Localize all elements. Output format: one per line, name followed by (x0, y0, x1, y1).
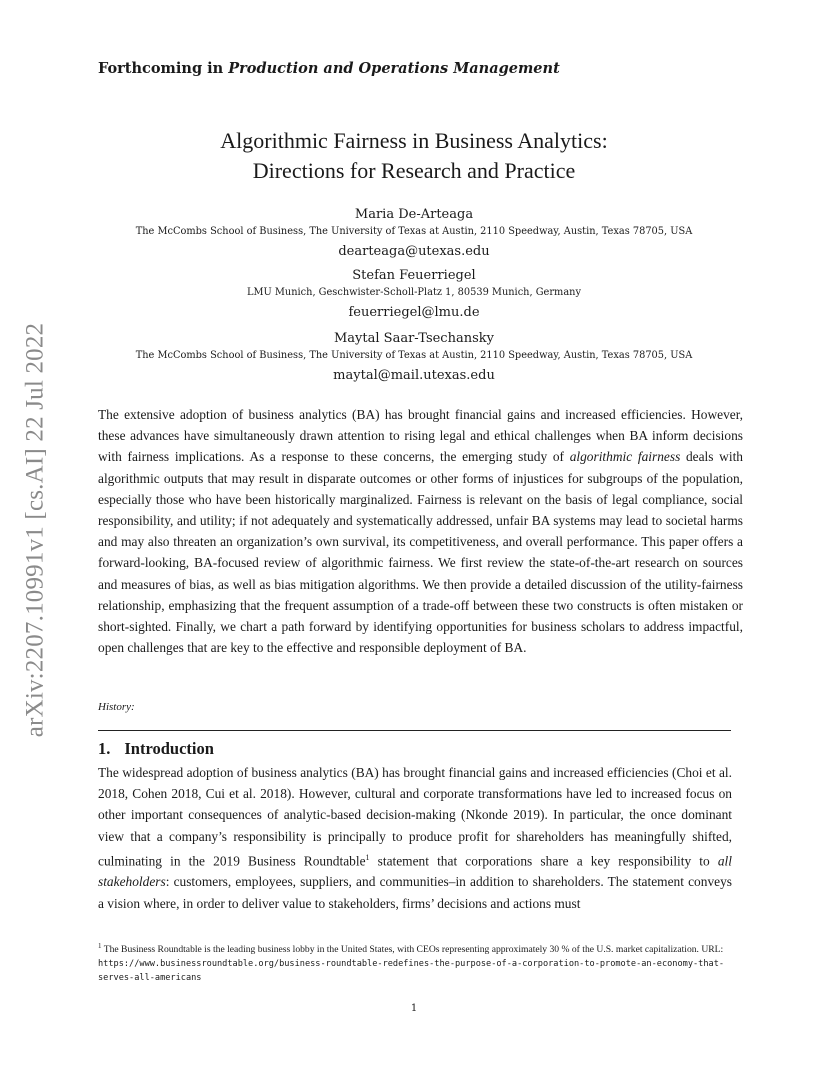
author-affiliation: The McCombs School of Business, The University of Texas at Austin, 2110 Speedway, Austin, Texas 78705, USA (135, 226, 693, 237)
author-name: Maytal Saar-Tsechansky (334, 331, 494, 346)
abstract (98, 404, 743, 658)
section-heading (98, 739, 214, 759)
page-number: 1 (410, 1003, 418, 1014)
arxiv-sidebar-stamp (14, 300, 56, 760)
arxiv-identifier: arXiv:2207.10991v1 [cs.AI] 22 Jul 2022 (21, 322, 48, 738)
author-name: Maria De-Arteaga (354, 207, 474, 222)
divider (98, 730, 731, 731)
journal-name: Production and Operations Management (228, 60, 560, 77)
footnote-text: The Business Roundtable is the leading business lobby in the United States, with CEOs representing approximately 30 % of the U.S. market capitalization. URL: (101, 944, 724, 956)
author-email[interactable]: maytal@mail.utexas.edu (333, 368, 495, 383)
footnote-marker[interactable]: 1 (365, 852, 370, 862)
author-email[interactable]: dearteaga@utexas.edu (338, 244, 490, 259)
footnote (98, 940, 732, 986)
title-line-2: Directions for Research and Practice (252, 158, 576, 183)
author-name: Stefan Feuerriegel (352, 268, 476, 283)
abstract-emphasis: algorithmic fairness (569, 449, 681, 465)
journal-prefix: Forthcoming in (98, 60, 229, 77)
footnote-number: 1 (98, 942, 102, 950)
intro-text: The widespread adoption of business analytics (BA) has brought financial gains and increased efficiencies (Choi et al. 2018, Cohen 2018, Cui et al. 2018). However, cultural and corporate transformations have led to increased focus on other important consequences of analytic-based decision-making (Nkonde 2019). In particular, the once dominant view that a company’s responsibility is principally to produce profit for shareholders has meaningfully shifted, culminating in the 2019 Business Roundtable (98, 765, 732, 869)
author-block-2 (98, 267, 730, 321)
intro-text: : customers, employees, suppliers, and communities–in addition to shareholders. The statement conveys a vision where, in order to deliver value to stakeholders, firms’ decisions and actions must (98, 874, 732, 911)
abstract-text: The extensive adoption of business analytics (BA) has brought financial gains and increased efficiencies. However, these advances have simultaneously drawn attention to rising legal and ethical challenges when BA inform decisions with fairness implications. As a response to these concerns, the emerging study of (98, 407, 743, 465)
footnote-url[interactable]: https://www.businessroundtable.org/business-roundtable-redefines-the-purpose-of-a-corporation-to-promote-an-economy-that-serves-all-americans (98, 958, 725, 984)
intro-paragraph (98, 762, 732, 914)
paper-title (98, 126, 730, 186)
section-title: Introduction (124, 739, 214, 758)
history-label: History: (98, 701, 135, 713)
author-affiliation: LMU Munich, Geschwister-Scholl-Platz 1, 80539 Munich, Germany (246, 287, 582, 298)
section-number: 1. (98, 739, 111, 758)
author-affiliation: The McCombs School of Business, The University of Texas at Austin, 2110 Speedway, Austin, Texas 78705, USA (135, 350, 693, 361)
author-block-1 (98, 206, 730, 260)
journal-header (98, 60, 560, 77)
intro-emphasis: all stakeholders (98, 853, 732, 890)
title-line-1: Algorithmic Fairness in Business Analytics: (220, 128, 608, 153)
abstract-text: deals with algorithmic outputs that may result in disparate outcomes or other forms of injustices for subgroups of the population, especially those who have been historically marginalized. Fairness is relevant on the basis of legal compliance, social responsibility, and utility; if not adequately and systematically addressed, unfair BA systems may lead to societal harms and may also threaten an organization’s own survival, its competitiveness, and overall performance. This paper offers a forward-looking, BA-focused review of algorithmic fairness. We first review the state-of-the-art research on sources and measures of bias, as well as bias mitigation algorithms. We then provide a detailed discussion of the utility-fairness relationship, emphasizing that the frequent assumption of a trade-off between these two constructs is often mistaken or short-sighted. Finally, we chart a path forward by identifying opportunities for business scholars to address impactful, open challenges that are key to the effective and responsible deployment of BA. (98, 449, 743, 656)
author-email[interactable]: feuerriegel@lmu.de (348, 305, 480, 320)
intro-text: statement that corporations share a key responsibility to (369, 853, 718, 869)
author-block-3 (98, 330, 730, 384)
